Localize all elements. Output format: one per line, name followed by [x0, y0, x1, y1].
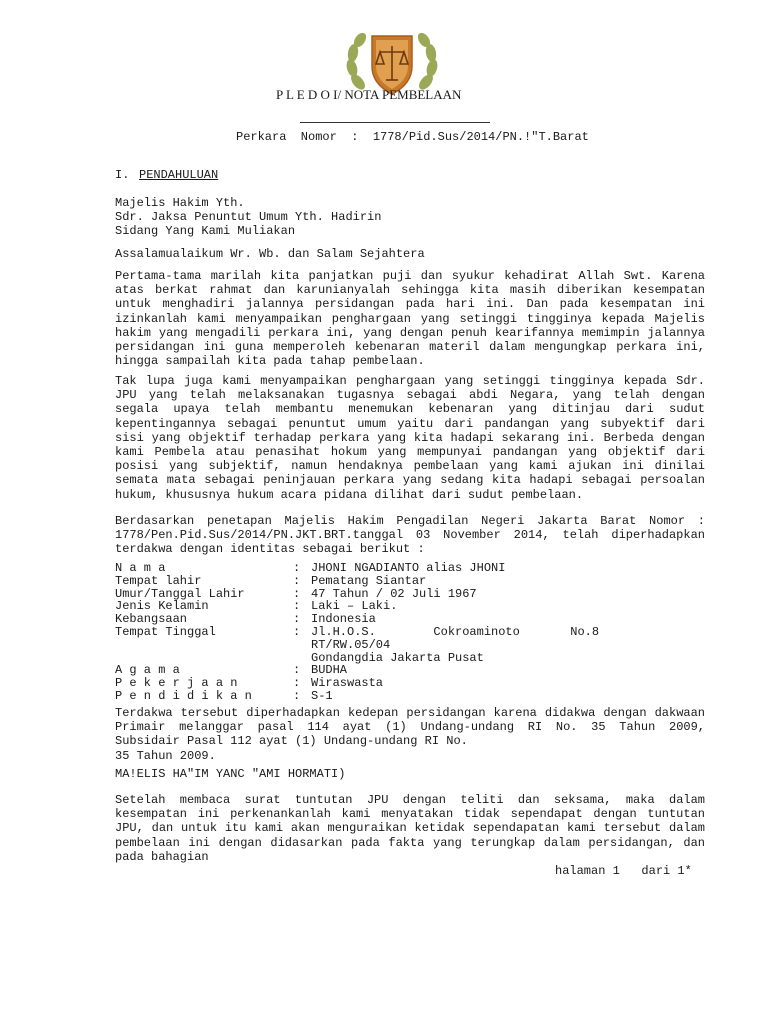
identity-colon: : [293, 586, 301, 601]
identity-colon: : [293, 573, 301, 588]
identity-key: Tempat Tinggal [115, 624, 216, 639]
identity-value: Laki – Laki. [311, 599, 398, 614]
identity-value: 47 Tahun / 02 Juli 1967 [311, 586, 477, 601]
section-number: I. [115, 168, 130, 182]
salutation-line: Sdr. Jaksa Penuntut Umum Yth. Hadirin [115, 210, 382, 225]
paragraph-charges: Terdakwa tersebut diperhadapkan kedepan persidangan karena didakwa dengan dakwaan Primair melanggar pasal 114 ayat (1) Undang-undang RI No. 35 Tahun 2009, Subsidair Pasal 112 ayat (1) Undang-undang RI No. 35 Tahun 2009. [115, 706, 705, 763]
address-heading: MA!ELIS HA"IM YANC "AMI HORMATI) [115, 767, 346, 781]
salutation-block [115, 196, 705, 239]
identity-value: Wiraswasta [311, 676, 384, 691]
identity-row [115, 690, 705, 703]
identity-value: S-1 [311, 688, 333, 703]
identity-key: N a m a [115, 561, 166, 575]
identity-value: Jl.H.O.S. Cokroaminoto No.8 RT/RW.05/04 Gondangdia Jakarta Pusat [311, 624, 600, 665]
paragraph-response: Setelah membaca surat tuntutan JPU dengan teliti dan seksama, maka dalam kesempatan ini perkenankanlah kami menyatakan tidak sependapat dengan tuntutan JPU, dan untuk itu kami akan menguraikan ketidak sependapatan kami tersebut dalam pembelaan ini dengan didasarkan pada fakta yang terungkap dalam persidangan, dan pada bahagian [115, 793, 705, 864]
paragraph-determination: Berdasarkan penetapan Majelis Hakim Pengadilan Negeri Jakarta Barat Nomor : 1778/Pen.Pid.Sus/2014/PN.JKT.BRT.tanggal 03 November 2014, telah diperhadapkan terdakwa dengan identitas sebagai berikut : [115, 514, 705, 557]
identity-colon: : [293, 663, 301, 678]
divider [300, 122, 490, 123]
section-heading [115, 168, 218, 182]
identity-value: Indonesia [311, 612, 376, 627]
identity-key: P e n d i d i k a n [115, 688, 252, 703]
identity-colon: : [293, 688, 301, 703]
identity-colon: : [293, 676, 301, 691]
identity-key: P e k e r j a a n [115, 676, 238, 691]
salutation-line: Sidang Yang Kami Muliakan [115, 224, 296, 239]
identity-row [115, 562, 705, 575]
document-title: P L E D O I/ NOTA PEMBELAAN [276, 87, 462, 102]
identity-colon: : [293, 624, 301, 639]
greeting: Assalamualaikum Wr. Wb. dan Salam Sejahtera [115, 247, 425, 261]
identity-row [115, 575, 705, 588]
paragraph-appreciation: Tak lupa juga kami menyampaikan penghargaan yang setinggi tingginya kepada Sdr. JPU yang telah melaksanakan tugasnya sebagai abdi Negara, yang telah dengan segala upaya telah membantu menemukan kebenaran yang ditinjau dari sudut kepentingannya sebagai penuntut umum yaitu dari pandangan yang subyektif dari sisi yang objektif terhadap perkara yang kita hadapi sekarang ini. Berbeda dengan kami Pembela atau penasihat hokum yang mempunyai pandangan yang objektif dari posisi yang subjektif, namun hendaknya pembelaan yang kami ajukan ini dinilai semata mata sebagai peninjauan perkara yang sedang kita hadapi sebagai persoalan hukum, khususnya hukum acara pidana dilihat dari sudut pembelaan. [115, 374, 705, 502]
identity-key: Jenis Kelamin [115, 599, 209, 614]
page-footer: halaman 1 dari 1* [555, 864, 692, 878]
case-number: Perkara Nomor : 1778/Pid.Sus/2014/PN.!"T.Barat [236, 130, 589, 144]
identity-colon: : [293, 599, 301, 614]
identity-colon: : [293, 561, 301, 575]
identity-key: Tempat lahir [115, 573, 202, 588]
identity-colon: : [293, 612, 301, 627]
section-label: PENDAHULUAN [139, 168, 219, 182]
identity-value: BUDHA [311, 663, 348, 678]
defendant-identity-table [115, 562, 705, 703]
identity-key: Kebangsaan [115, 612, 188, 627]
paragraph-opening: Pertama-tama marilah kita panjatkan puji dan syukur kehadirat Allah Swt. Karena atas berkat rahmat dan karunianyalah sehingga kita masih diberikan kesempatan untuk menghadiri jalannya persidangan pada hari ini. Dan pada kesempatan ini izinkanlah kami menyampaikan penghargaan yang setinggi tingginya kepada Majelis hakim yang mengadili perkara ini, yang dengan penuh kearifannya memimpin jalannya persidangan ini guna memperoleh kebenaran materil dalam mengungkap perkara ini, hingga sampailah kita pada tahap pembelaan. [115, 269, 705, 369]
identity-key: A g a m a [115, 663, 180, 678]
salutation-line: Majelis Hakim Yth. [115, 196, 245, 210]
identity-row [115, 600, 705, 613]
identity-key: Umur/Tanggal Lahir [115, 586, 245, 601]
identity-value: Pematang Siantar [311, 573, 427, 588]
identity-value: JHONI NGADIANTO alias JHONI [311, 561, 506, 575]
identity-row [115, 626, 705, 664]
